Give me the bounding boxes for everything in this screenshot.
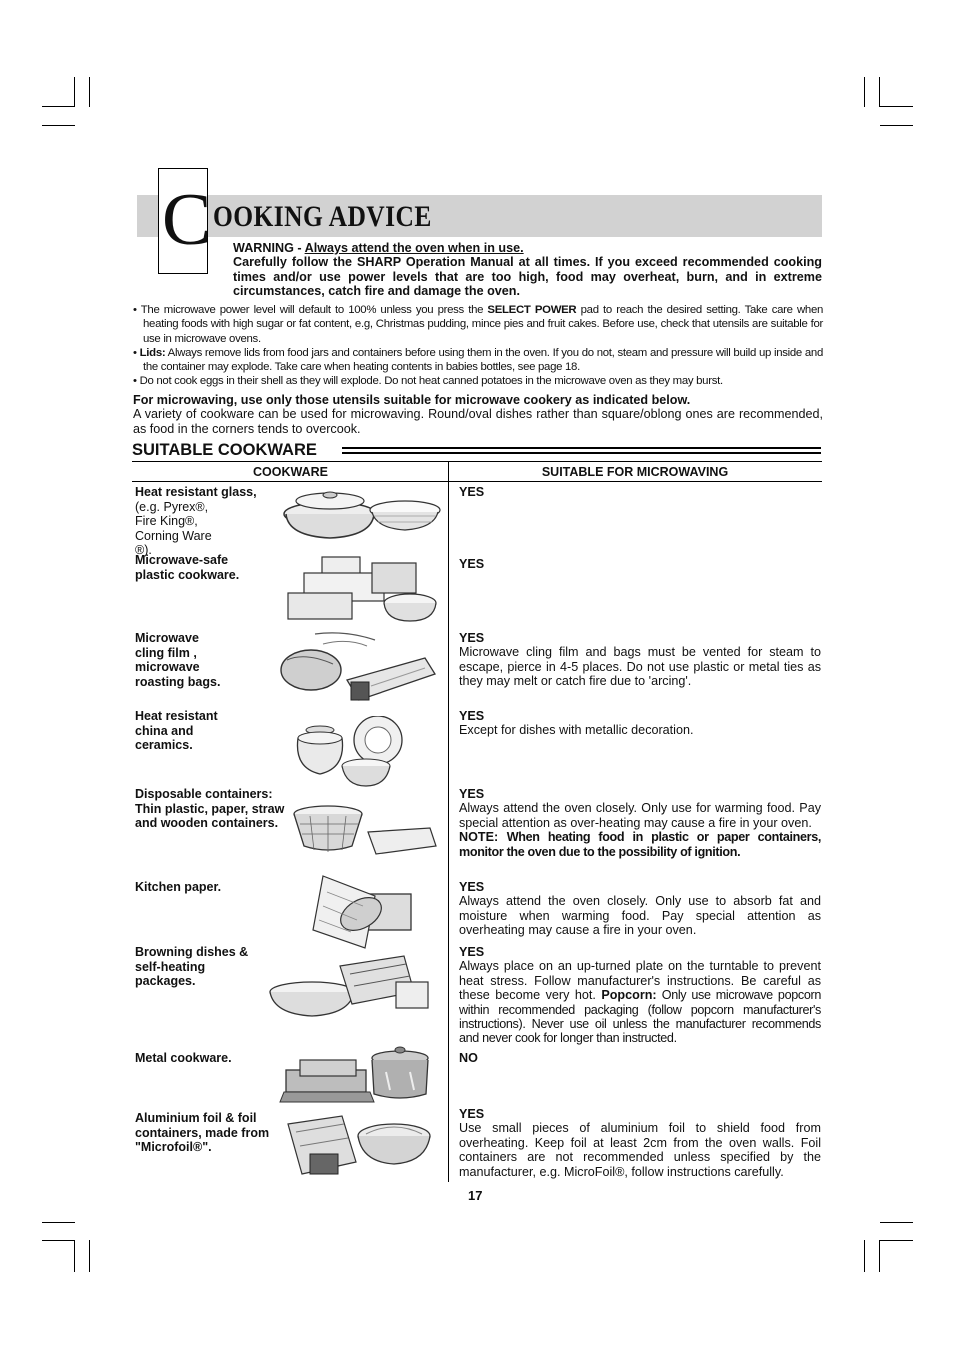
intro-text: A variety of cookware can be used for microwaving. Round/oval dishes rather than square/oblong ones are recommended, as food in the corners tends to overcook. [133, 407, 823, 436]
column-header-cookware: COOKWARE [253, 465, 328, 479]
detail-text: Microwave cling film and bags must be vented for steam to escape, pierce in 4-5 places. Do not use plastic or metal ties as they may melt or catch fire due to 'arcing'. [459, 645, 821, 689]
table-row-suitable [459, 880, 821, 938]
warning-block [233, 241, 822, 299]
detail-text: Always attend the oven closely. Only use for warming food. Pay special attention as over-heating may cause a fire in your oven. [459, 801, 821, 830]
table-row-suitable [459, 709, 821, 738]
verdict: YES [459, 631, 485, 645]
warning-underlined: Always attend the oven when in use. [304, 241, 524, 255]
plastic-containers-icon [282, 549, 442, 627]
glass-dishes-icon [280, 484, 445, 544]
table-row-cookware: Heat resistant china and ceramics. [135, 709, 218, 752]
column-header-suitable: SUITABLE FOR MICROWAVING [541, 465, 729, 479]
bullet-item: • The microwave power level will default to 100% unless you press the SELECT POWER pad to reach the desired setting. Take care when heating foods with high sugar or fat content, e.g, Christmas pudding, mince pies and fruit cakes. Before use, check that utensils are suitable for use in microwave ovens. [133, 304, 824, 345]
table-row-suitable [459, 557, 821, 571]
china-ceramics-icon [290, 716, 415, 788]
crop-mark [880, 1222, 913, 1223]
warning-body: Carefully follow the SHARP Operation Manual at all times. If you exceed recommended cooking times and/or use power levels that are too high, food may overheat, burn, and in extreme circumstances, catch fire and damage the oven. [233, 255, 822, 299]
foil-pie-icon [282, 1112, 437, 1182]
detail-text: Except for dishes with metallic decoration. [459, 723, 694, 738]
verdict: NO [459, 1051, 478, 1065]
table-row-cookware: Kitchen paper. [135, 880, 222, 894]
page-title: OOKING ADVICE [213, 200, 432, 233]
crop-mark [42, 1240, 75, 1241]
bullet-item: • Lids: Always remove lids from food jars and containers before using them in the oven. If you do not, steam and pressure will build up inside and the container may explode. Take care when heating contents in babies bottles, see page 18. [133, 346, 823, 374]
verdict: YES [459, 787, 485, 801]
bullet-list [133, 303, 823, 389]
detail-text: Always attend the oven closely. Only use to absorb fat and moisture when warming food. Pay special attention as overheating may cause a fire in your oven. [459, 894, 821, 938]
table-row-cookware: Microwave-safe plastic cookware. [135, 553, 240, 582]
page-number: 17 [468, 1188, 483, 1203]
crop-mark [879, 77, 880, 107]
verdict: YES [459, 557, 485, 571]
crop-mark [42, 125, 75, 126]
table-row-cookware: Aluminium foil & foil containers, made from "Microfoil®". [135, 1111, 270, 1154]
table-row-suitable [459, 787, 821, 859]
verdict: YES [459, 1107, 485, 1121]
bullet-item: • Do not cook eggs in their shell as they will explode. Do not heat canned potatoes in the microwave oven as they may burst. [133, 375, 723, 388]
verdict: YES [459, 880, 485, 894]
section-title: SUITABLE COOKWARE [132, 441, 317, 459]
verdict: YES [459, 485, 485, 499]
section-rule [342, 447, 821, 454]
cookware-extra: (e.g. Pyrex®, Fire King®, Corning Ware ®). [135, 499, 212, 557]
detail-text: Always place on an up-turned plate on the turntable to prevent heat stress. Follow manufacturer's instructions. Be careful as these become very hot. Popcorn: Only use microwave popcorn within recommended packaging (follow popcorn manufacturer's instructions). Never use oil unless the manufacturer recommends and never cook for longer than instructed. [459, 959, 821, 1046]
crop-mark [864, 77, 865, 107]
crop-mark [89, 1240, 90, 1272]
crop-mark [879, 1240, 880, 1272]
column-divider [448, 462, 449, 1182]
crop-mark [42, 106, 75, 107]
crop-mark [880, 1240, 913, 1241]
detail-text: Use small pieces of aluminium foil to shield food from overheating. Keep foil at least 2cm from the oven walls. Foil containers are not recommended unless specified by the manufacturer, e.g. MicroFoil®, follow instructions carefully. [459, 1121, 821, 1179]
table-row-suitable [459, 1051, 821, 1065]
crop-mark [880, 125, 913, 126]
table-rule [132, 461, 822, 462]
table-row-cookware: Disposable containers: Thin plastic, paper, straw and wooden containers. [135, 787, 285, 830]
table-row-suitable [459, 631, 821, 689]
table-row-cookware: Metal cookware. [135, 1051, 232, 1065]
crop-mark [89, 77, 90, 107]
table-row-suitable [459, 485, 821, 499]
table-row-suitable [459, 945, 821, 1046]
table-row-cookware: Browning dishes & self-heating packages. [135, 945, 249, 988]
basket-container-icon [290, 802, 440, 860]
metal-pots-icon [278, 1042, 438, 1108]
note-block: NOTE: When heating food in plastic or paper containers, monitor the oven due to the possibility of ignition. [459, 830, 821, 859]
crop-mark [880, 106, 913, 107]
verdict: YES [459, 945, 485, 959]
crop-mark [864, 1240, 865, 1272]
verdict: YES [459, 709, 485, 723]
intro-paragraph [133, 393, 823, 436]
roasting-bag-icon [275, 630, 440, 710]
table-row-cookware: Microwave cling film , microwave roasting bags. [135, 631, 221, 689]
paper-roll-icon [305, 872, 415, 950]
warning-label: WARNING - [233, 241, 305, 255]
browning-dish-icon [264, 952, 434, 1022]
table-row-cookware: Heat resistant glass, (e.g. Pyrex®, Fire King®, Corning Ware ®). [135, 485, 257, 557]
crop-mark [42, 1222, 75, 1223]
crop-mark [74, 77, 75, 107]
crop-mark [74, 1240, 75, 1272]
drop-cap: C [162, 179, 212, 261]
intro-bold: For microwaving, use only those utensils suitable for microwave cookery as indicated below. [133, 393, 691, 407]
table-row-suitable [459, 1107, 821, 1179]
table-rule [132, 481, 822, 482]
